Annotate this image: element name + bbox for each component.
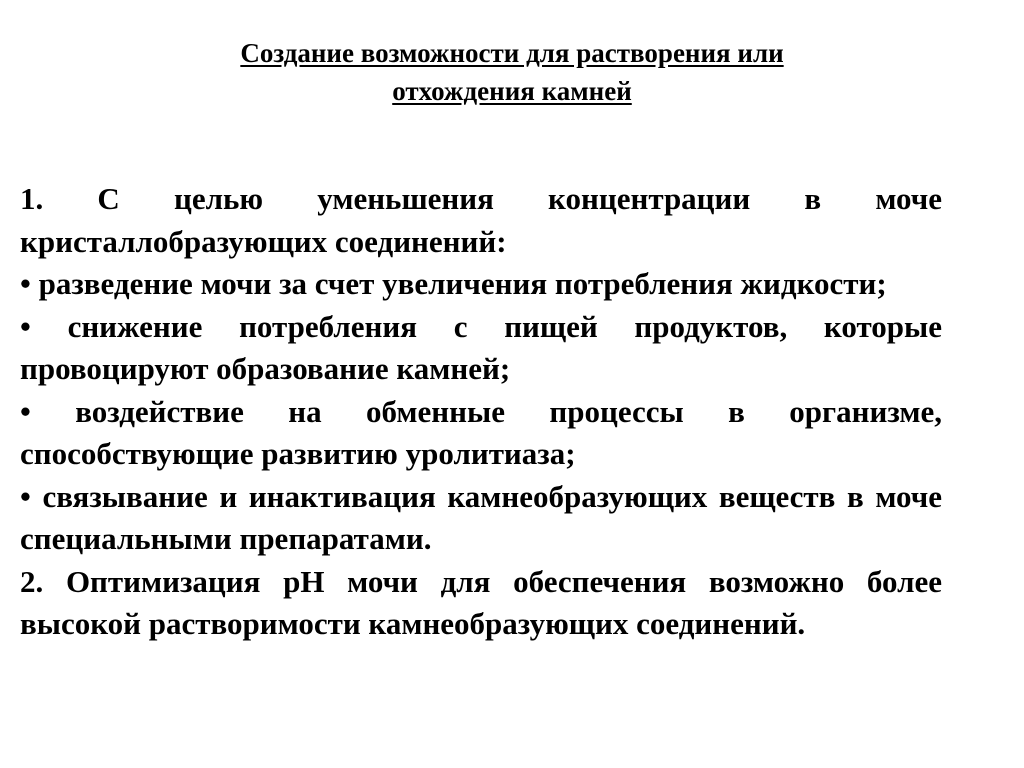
- bullet-urine-dilution: • разведение мочи за счет увеличения потребления жидкости;: [20, 266, 887, 301]
- title-line-1: Создание возможности для растворения или: [240, 38, 784, 68]
- title-line-2: отхождения камней: [392, 76, 632, 106]
- bullet-metabolic-influence: • воздействие на обменные процессы в организме, способствующие развитию уролитиаза;: [20, 393, 942, 471]
- bullet-binding-inactivation: • связывание и инактивация камнеобразующих веществ в моче специальными препаратами.: [20, 478, 942, 556]
- point-1-intro: 1. С целью уменьшения концентрации в моче кристаллобразующих соединений:: [20, 181, 942, 259]
- bullet-diet-reduction: • снижение потребления с пищей продуктов, которые провоцируют образование камней;: [20, 308, 942, 386]
- slide-title: [60, 34, 964, 110]
- point-2-ph-optimization: 2. Оптимизация рН мочи для обеспечения возможно более высокой растворимости камнеобразующих соединений.: [20, 563, 942, 641]
- slide-body: [20, 178, 942, 646]
